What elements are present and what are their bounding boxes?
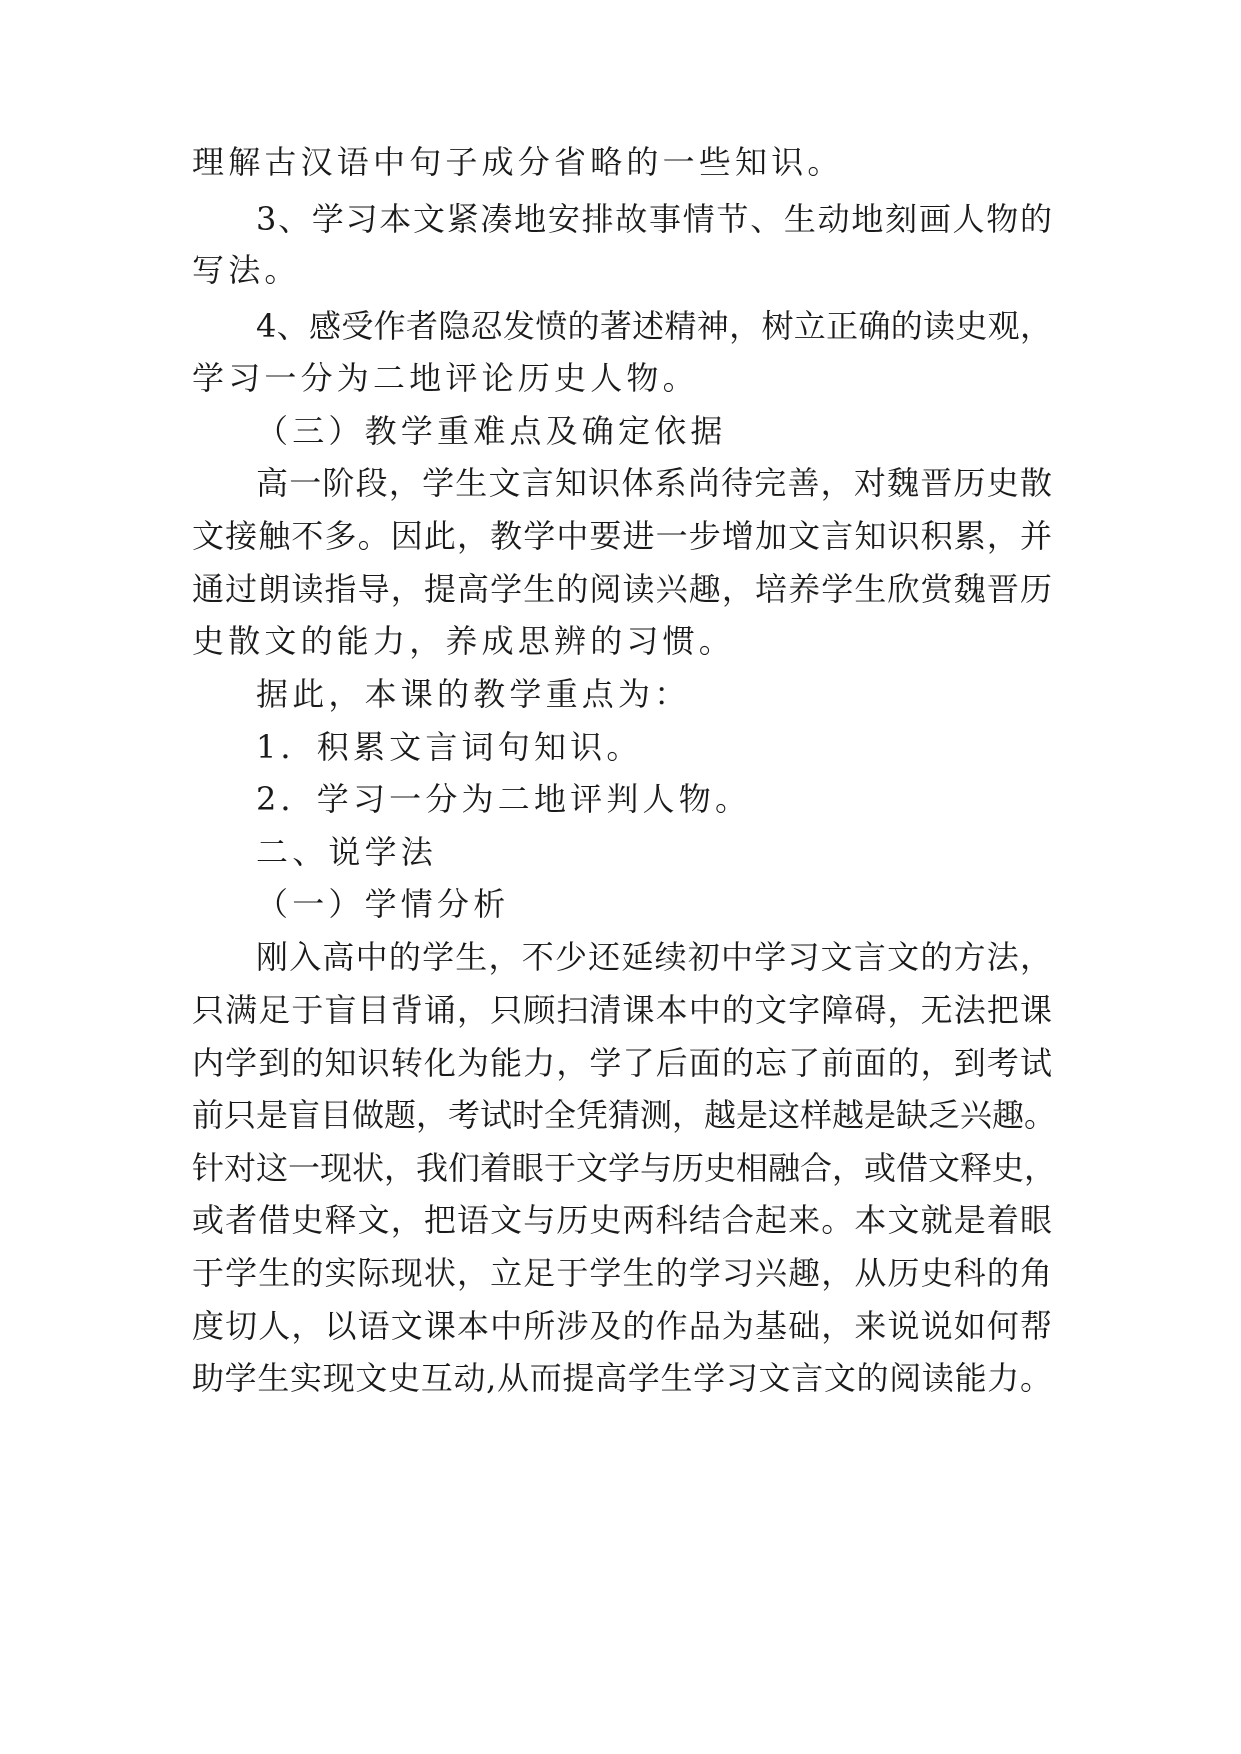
section-heading: （三）教学重难点及确定依据 — [256, 412, 727, 450]
text-line: 内学到的知识转化为能力，学了后面的忘了前面的，到考试 — [192, 1044, 1052, 1082]
text-line: 史散文的能力，养成思辨的习惯。 — [192, 622, 736, 660]
list-item: 1．积累文言词句知识。 — [256, 728, 643, 766]
text-line: 高一阶段，学生文言知识体系尚待完善，对魏晋历史散 — [256, 464, 1052, 502]
text-line: 刚入高中的学生，不少还延续初中学习文言文的方法， — [256, 938, 1052, 976]
text-line: 写法。 — [192, 251, 301, 289]
text-line: 3、学习本文紧凑地安排故事情节、生动地刻画人物的 — [256, 200, 1052, 238]
text-line: 理解古汉语中句子成分省略的一些知识。 — [192, 143, 844, 181]
text-line: 4、感受作者隐忍发愤的著述精神，树立正确的读史观， — [256, 307, 1052, 345]
text-line: 据此，本课的教学重点为： — [256, 675, 691, 713]
text-line: 文接触不多。因此，教学中要进一步增加文言知识积累，并 — [192, 517, 1052, 555]
text-line: 度切人，以语文课本中所涉及的作品为基础，来说说如何帮 — [192, 1307, 1052, 1345]
text-line: 针对这一现状，我们着眼于文学与历史相融合，或借文释史， — [192, 1149, 1057, 1187]
text-line: 于学生的实际现状，立足于学生的学习兴趣，从历史科的角 — [192, 1254, 1052, 1292]
text-line: 通过朗读指导，提高学生的阅读兴趣，培养学生欣赏魏晋历 — [192, 570, 1052, 608]
text-line: 只满足于盲目背诵，只顾扫清课本中的文字障碍，无法把课 — [192, 991, 1052, 1029]
text-line: 前只是盲目做题，考试时全凭猜测，越是这样越是缺乏兴趣。 — [192, 1096, 1057, 1134]
text-line: 助学生实现文史互动,从而提高学生学习文言文的阅读能力。 — [192, 1359, 1052, 1397]
section-heading: （一）学情分析 — [256, 885, 510, 923]
section-heading: 二、说学法 — [256, 833, 438, 871]
text-line: 学习一分为二地评论历史人物。 — [192, 359, 699, 397]
text-line: 或者借史释文，把语文与历史两科结合起来。本文就是着眼 — [192, 1201, 1052, 1239]
list-item: 2．学习一分为二地评判人物。 — [256, 780, 752, 818]
